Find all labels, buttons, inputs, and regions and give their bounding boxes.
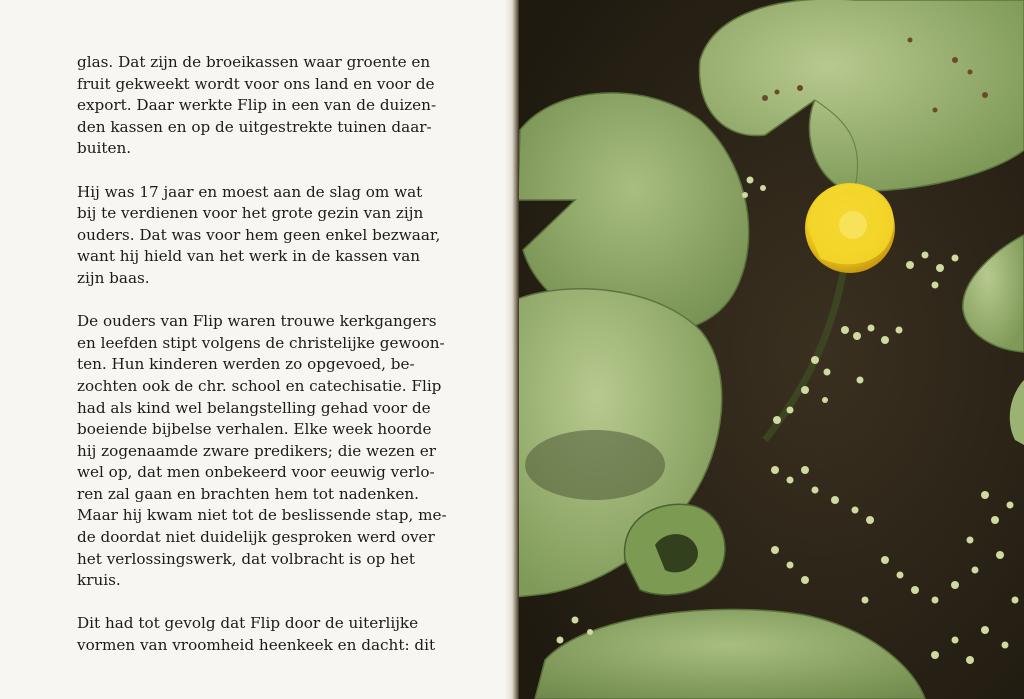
text-line: had als kind wel belangstelling gehad voor de: [77, 398, 431, 417]
yellow-flower: [805, 183, 895, 273]
text-line: de doordat niet duidelijk gesproken werd over: [77, 528, 435, 547]
leaf-shadow: [525, 430, 665, 500]
water-lily-photo: [515, 0, 1024, 699]
text-line: zijn baas.: [77, 268, 150, 287]
paragraph: [77, 311, 467, 592]
text-line: bij te verdienen voor het grote gezin van zijn: [77, 204, 424, 223]
text-line: fruit gekweekt wordt voor ons land en voor de: [77, 74, 435, 93]
text-line: export. Daar werkte Flip in een van de duizen-: [77, 96, 437, 115]
text-line: en leefden stipt volgens de christelijke gewoon-: [77, 333, 445, 352]
text-line: ren zal gaan en brachten hem tot nadenken.: [77, 484, 419, 503]
text-line: den kassen en op de uitgestrekte tuinen daar-: [77, 117, 432, 136]
text-line: De ouders van Flip waren trouwe kerkgangers: [77, 312, 437, 331]
book-gutter: [505, 0, 519, 699]
text-line: Dit had tot gevolg dat Flip door de uiterlijke: [77, 614, 419, 633]
paragraph: [77, 52, 467, 160]
text-line: glas. Dat zijn de broeikassen waar groente en: [77, 53, 431, 71]
text-line: vormen van vroomheid heenkeek en dacht: dit: [77, 636, 436, 655]
photo-illustration: [515, 0, 1024, 699]
text-line: buiten.: [77, 139, 132, 158]
body-text: [77, 52, 467, 657]
paragraph: [77, 182, 467, 290]
paragraph: [77, 613, 467, 656]
text-line: boeiende bijbelse verhalen. Elke week hoorde: [77, 420, 432, 439]
text-line: ten. Hun kinderen werden zo opgevoed, be-: [77, 355, 415, 374]
text-line: kruis.: [77, 571, 121, 590]
text-line: ouders. Dat was voor hem geen enkel bezwaar,: [77, 225, 441, 244]
text-line: want hij hield van het werk in de kassen van: [77, 247, 421, 266]
text-line: Maar hij kwam niet tot de beslissende stap, me-: [77, 506, 447, 525]
text-line: het verlossingswerk, dat volbracht is op het: [77, 549, 415, 568]
text-line: hij zogenaamde zware predikers; die wezen er: [77, 441, 436, 460]
text-line: wel op, dat men onbekeerd voor eeuwig verlo-: [77, 463, 435, 482]
text-line: Hij was 17 jaar en moest aan de slag om wat: [77, 182, 423, 201]
text-line: zochten ook de chr. school en catechisatie. Flip: [77, 376, 442, 395]
